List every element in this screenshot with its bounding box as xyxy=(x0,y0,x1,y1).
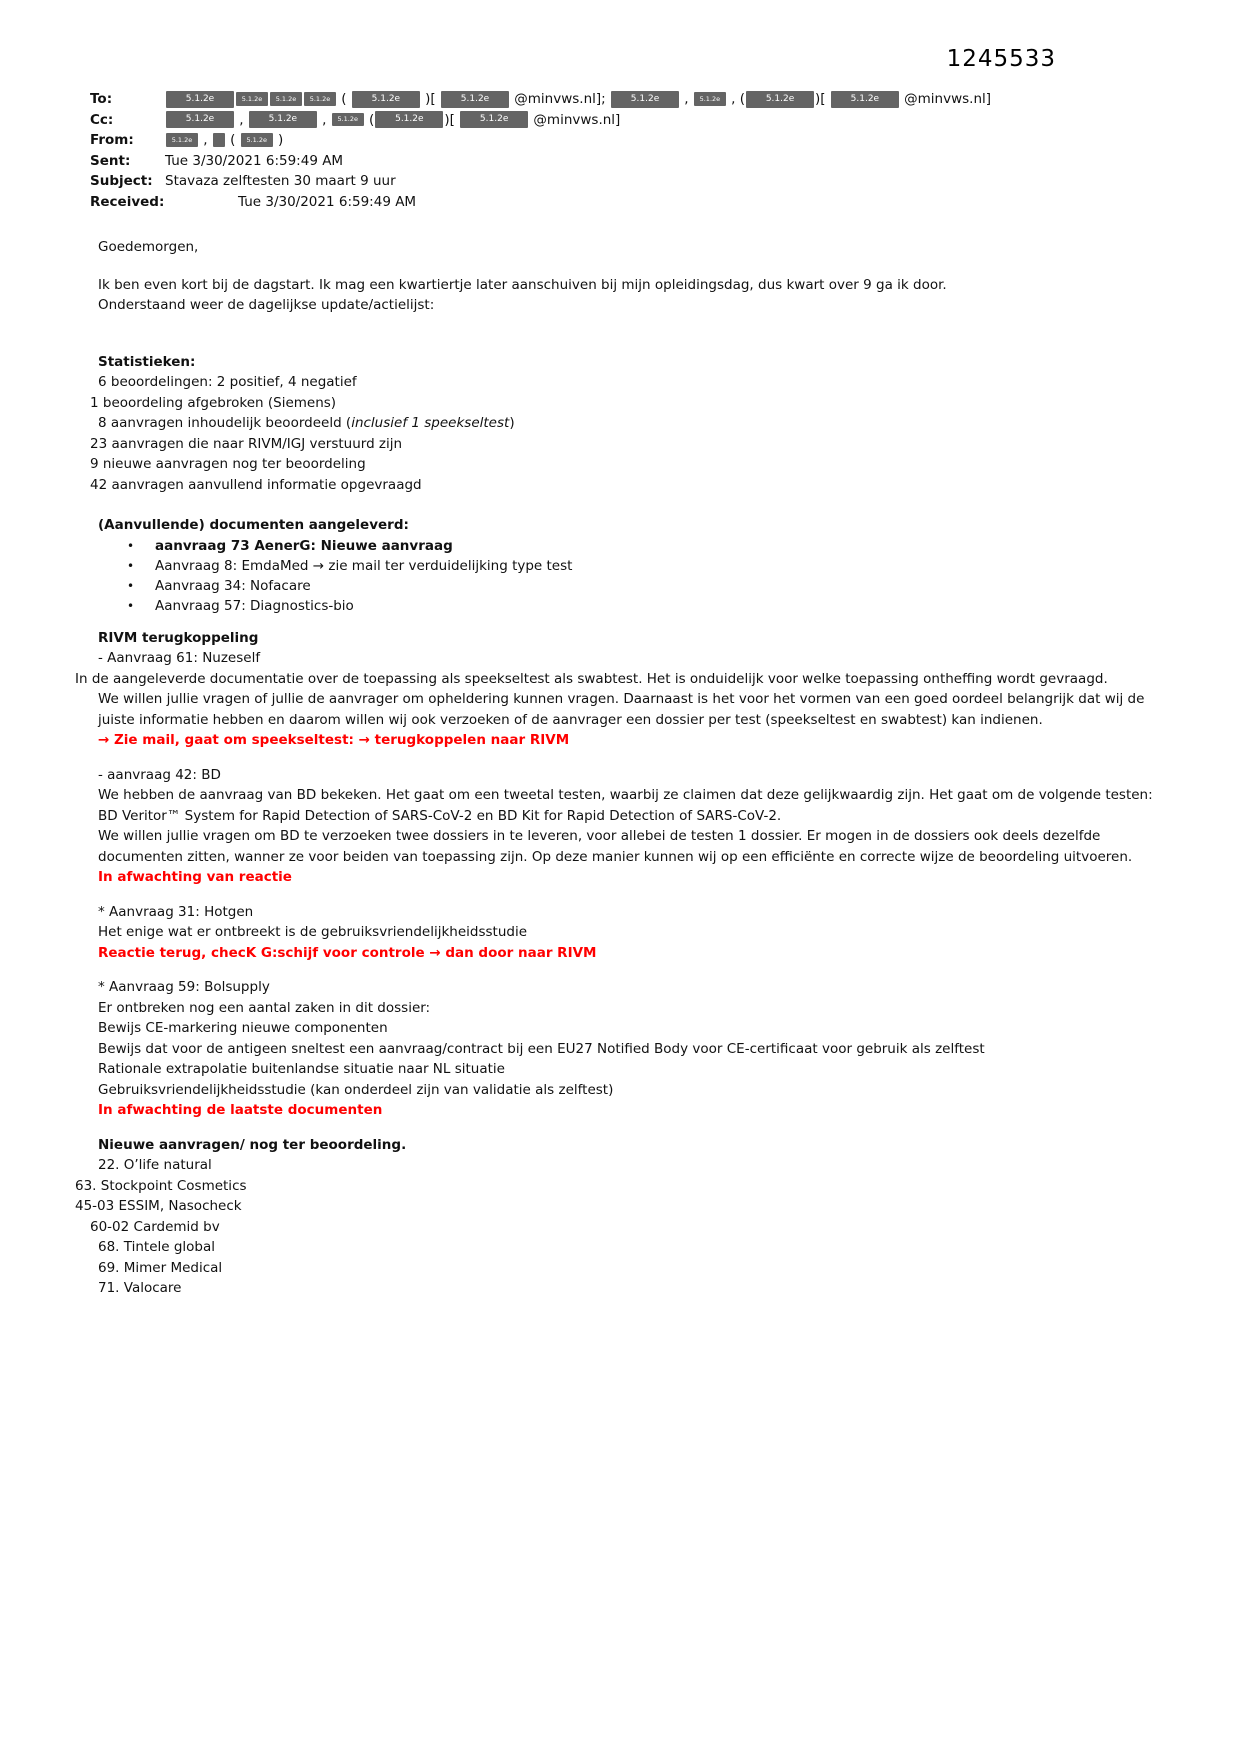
header-field-value xyxy=(165,153,343,169)
text-segment: 63. Stockpoint Cosmetics xyxy=(75,1177,247,1194)
spacer xyxy=(90,258,1155,275)
bullet-item xyxy=(127,536,1155,556)
redaction-box: 5.1.2e xyxy=(332,113,364,127)
text-segment: 23 aanvragen die naar RIVM/IGJ verstuurd zijn xyxy=(90,435,403,452)
text-segment: Onderstaand weer de dagelijkse update/actielijst: xyxy=(98,297,435,313)
text-segment: 68. Tintele global xyxy=(98,1239,216,1255)
bullet-text xyxy=(155,596,354,616)
spacer xyxy=(90,751,1155,765)
text-segment: , ( xyxy=(726,91,746,107)
body-line xyxy=(98,1059,1155,1080)
text-segment: , xyxy=(317,111,331,128)
body-line xyxy=(90,475,1155,496)
text-segment: @minvws.nl]; xyxy=(509,91,611,107)
spacer xyxy=(90,1121,1155,1135)
bullet-icon: • xyxy=(127,538,135,553)
text-segment: - Aanvraag 61: Nuzeself xyxy=(98,650,261,666)
text-segment: aanvraag 73 AenerG: Nieuwe aanvraag xyxy=(155,537,453,554)
text-segment: 1 beoordeling afgebroken (Siemens) xyxy=(90,394,337,411)
text-segment: Gebruiksvriendelijkheidsstudie (kan onderdeel zijn van validatie als zelftest) xyxy=(98,1081,614,1098)
bullet-text xyxy=(155,556,572,576)
body-line xyxy=(98,1258,1155,1279)
text-segment: Er ontbreken nog een aantal zaken in dit dossier: xyxy=(98,999,431,1016)
bullet-item xyxy=(127,596,1155,616)
text-segment: We willen jullie vragen om BD te verzoeken twee dossiers in te leveren, voor allebei de testen 1 dossier. Er mogen in de dossiers ook deels dezelfde documenten zitten, wanner ze voor beiden van toepassing zijn. Op deze manier kunnen wij op een efficiënte en correcte wijze de beoordeling uitvoeren. xyxy=(98,828,1133,865)
text-segment: In de aangeleverde documentatie over de toepassing als speekseltest als swabtest. Het is onduidelijk voor welke toepassing ontheffing wordt gevraagd. xyxy=(75,670,1108,687)
redaction-box: 5.1.2e xyxy=(241,133,273,147)
text-segment: 9 nieuwe aanvragen nog ter beoordeling xyxy=(90,456,366,472)
bullet-list xyxy=(127,536,1155,616)
red-status-line xyxy=(98,730,1155,751)
redaction-box: 5.1.2e xyxy=(352,91,420,108)
text-segment: Ik ben even kort bij de dagstart. Ik mag een kwartiertje later aanschuiven bij mijn opleidingsdag, dus kwart over 9 ga ik door. xyxy=(98,276,947,293)
body-line xyxy=(90,1217,1155,1238)
spacer xyxy=(90,495,1155,515)
bullet-item xyxy=(127,556,1155,576)
header-row xyxy=(90,152,1155,172)
text-segment: )[ xyxy=(420,91,440,107)
bullet-item xyxy=(127,576,1155,596)
text-segment: , xyxy=(680,91,693,107)
header-field-value xyxy=(165,194,416,210)
text-segment: , xyxy=(199,132,212,148)
text-segment: 22. O’life natural xyxy=(98,1157,212,1173)
section-heading xyxy=(98,352,1155,373)
body-line xyxy=(90,454,1155,475)
body-line xyxy=(98,1039,1155,1060)
text-segment: ( xyxy=(225,132,240,148)
doc-number: 1245533 xyxy=(946,46,1056,72)
body-line xyxy=(98,922,1155,943)
redaction-box: 5.1.2e xyxy=(460,111,528,128)
header-field-value xyxy=(165,91,991,107)
header-row xyxy=(90,111,1155,131)
text-segment: @minvws.nl] xyxy=(899,91,992,107)
header-field-label: Received: xyxy=(90,193,165,210)
redaction-box: 5.1.2e xyxy=(249,111,317,128)
red-status-line xyxy=(98,1100,1155,1121)
text-segment: Rationale extrapolatie buitenlandse situatie naar NL situatie xyxy=(98,1061,505,1077)
text-segment: , xyxy=(235,111,248,128)
body-line xyxy=(98,785,1155,826)
text-segment: Tue 3/30/2021 6:59:49 AM xyxy=(165,152,344,169)
header-field-label: Cc: xyxy=(90,111,114,128)
section-heading xyxy=(98,1135,1155,1156)
body-line xyxy=(98,295,1155,316)
text-segment: → Zie mail, gaat om speekseltest: → terugkoppelen naar RIVM xyxy=(98,732,570,748)
text-segment: Aanvraag 8: EmdaMed → zie mail ter verduidelijking type test xyxy=(155,557,573,574)
body-line xyxy=(98,977,1155,998)
redaction-box: 5.1.2e xyxy=(611,91,679,108)
text-segment: We hebben de aanvraag van BD bekeken. Het gaat om een tweetal testen, waarbij ze claimen dat deze gelijkwaardig zijn. Het gaat om de volgende testen: BD Veritor™ System for Rapid Detection of SARS-CoV-2 en BD Kit for Rapid Detection of SARS-CoV-2. xyxy=(98,787,1153,824)
text-segment: Reactie terug, checK G:schijf voor controle → dan door naar RIVM xyxy=(98,944,597,961)
body-line xyxy=(98,372,1155,393)
body-line xyxy=(98,1155,1155,1176)
body-line xyxy=(98,275,1155,296)
text-segment: Bewijs CE-markering nieuwe componenten xyxy=(98,1020,388,1036)
text-segment: 69. Mimer Medical xyxy=(98,1259,223,1276)
text-segment: 60-02 Cardemid bv xyxy=(90,1218,220,1235)
bullet-text xyxy=(155,536,453,556)
text-segment: Tue 3/30/2021 6:59:49 AM xyxy=(238,193,417,210)
text-segment: ( xyxy=(364,111,375,128)
redaction-box: 5.1.2e xyxy=(166,91,234,108)
text-segment: ( xyxy=(337,91,351,107)
body-line xyxy=(98,902,1155,923)
body-line xyxy=(98,413,1155,434)
redaction-box: 5.1.2e xyxy=(746,91,814,108)
text-segment: Nieuwe aanvragen/ nog ter beoordeling. xyxy=(98,1136,407,1153)
header-row xyxy=(90,193,1155,213)
header-field-label: From: xyxy=(90,132,134,148)
header-field-value xyxy=(165,132,283,148)
text-segment: ) xyxy=(273,132,284,148)
text-segment: (Aanvullende) documenten aangeleverd: xyxy=(98,517,409,533)
body-line xyxy=(98,1278,1155,1299)
spacer xyxy=(90,316,1155,352)
text-segment: 71. Valocare xyxy=(98,1280,182,1296)
body-line xyxy=(98,237,1155,258)
body-line xyxy=(98,998,1155,1019)
bullet-icon: • xyxy=(127,578,135,593)
text-segment: 45-03 ESSIM, Nasocheck xyxy=(75,1198,242,1214)
redaction-box: 5.1.2e xyxy=(270,92,302,106)
text-segment: 6 beoordelingen: 2 positief, 4 negatief xyxy=(98,374,357,390)
text-segment: inclusief 1 speekseltest xyxy=(351,415,510,431)
text-segment: In afwachting van reactie xyxy=(98,869,292,885)
body-line xyxy=(90,434,1155,455)
text-segment: - aanvraag 42: BD xyxy=(98,766,221,783)
body-line xyxy=(98,826,1155,867)
header-field-label: To: xyxy=(90,91,113,107)
body-line xyxy=(98,689,1155,730)
header-row xyxy=(90,172,1155,192)
header-row xyxy=(90,131,1155,151)
text-segment: )[ xyxy=(444,111,460,128)
text-segment: * Aanvraag 31: Hotgen xyxy=(98,903,254,920)
spacer xyxy=(90,616,1155,628)
redaction-box: 5.1.2e xyxy=(166,111,234,128)
text-segment: 42 aanvragen aanvullend informatie opgevraagd xyxy=(90,476,422,493)
redaction-box: 5.1.2e xyxy=(166,133,198,147)
spacer xyxy=(90,888,1155,902)
text-segment: ) xyxy=(509,415,515,431)
body-line xyxy=(75,1176,1155,1197)
email-header xyxy=(0,0,1241,212)
text-segment: We willen jullie vragen of jullie de aanvrager om opheldering kunnen vragen. Daarnaast is het voor het vormen van een goed oordeel belangrijk dat wij de juiste informatie hebben en daarom willen wij ook verzoeken of de aanvrager een dossier per test (speekseltest en swabtest) kan indienen. xyxy=(98,691,1145,728)
redaction-box: 5.1.2e xyxy=(694,92,726,106)
section-heading xyxy=(98,515,1155,536)
body-line xyxy=(98,1080,1155,1101)
redaction-box: 5.1.2e xyxy=(441,91,509,108)
redaction-box: 5.1.2e xyxy=(304,92,336,106)
header-field-value xyxy=(165,112,620,128)
spacer xyxy=(90,963,1155,977)
text-segment: Statistieken: xyxy=(98,353,196,370)
text-segment: In afwachting de laatste documenten xyxy=(98,1102,383,1118)
body-line xyxy=(98,765,1155,786)
text-segment: 8 aanvragen inhoudelijk beoordeeld ( xyxy=(98,415,352,431)
red-status-line xyxy=(98,867,1155,888)
body-line xyxy=(98,648,1155,669)
text-segment: Stavaza zelftesten 30 maart 9 uur xyxy=(165,173,396,189)
header-field-value xyxy=(165,173,396,189)
body-line xyxy=(75,669,1155,690)
text-segment: )[ xyxy=(815,91,830,107)
redaction-box xyxy=(213,133,225,147)
text-segment: Goedemorgen, xyxy=(98,239,199,255)
body-line xyxy=(98,1018,1155,1039)
bullet-text xyxy=(155,576,311,596)
body-line xyxy=(98,1237,1155,1258)
text-segment: Aanvraag 57: Diagnostics-bio xyxy=(155,597,354,614)
header-field-label: Subject: xyxy=(90,173,153,189)
text-segment: Bewijs dat voor de antigeen sneltest een aanvraag/contract bij een EU27 Notified Body voor CE-certificaat voor gebruik als zelftest xyxy=(98,1040,985,1057)
redaction-box: 5.1.2e xyxy=(831,91,899,108)
bullet-icon: • xyxy=(127,558,135,573)
red-status-line xyxy=(98,943,1155,964)
email-body xyxy=(0,213,1241,1299)
text-segment: * Aanvraag 59: Bolsupply xyxy=(98,979,270,995)
text-segment: Het enige wat er ontbreekt is de gebruiksvriendelijkheidsstudie xyxy=(98,924,528,940)
text-segment: Aanvraag 34: Nofacare xyxy=(155,577,311,594)
text-segment: RIVM terugkoppeling xyxy=(98,629,259,646)
header-field-label: Sent: xyxy=(90,152,131,169)
body-line xyxy=(75,1196,1155,1217)
body-line xyxy=(90,393,1155,414)
section-heading xyxy=(98,628,1155,649)
header-row xyxy=(90,90,1155,110)
text-segment: @minvws.nl] xyxy=(529,111,621,128)
redaction-box: 5.1.2e xyxy=(375,111,443,128)
bullet-icon: • xyxy=(127,598,135,613)
redaction-box: 5.1.2e xyxy=(236,92,268,106)
